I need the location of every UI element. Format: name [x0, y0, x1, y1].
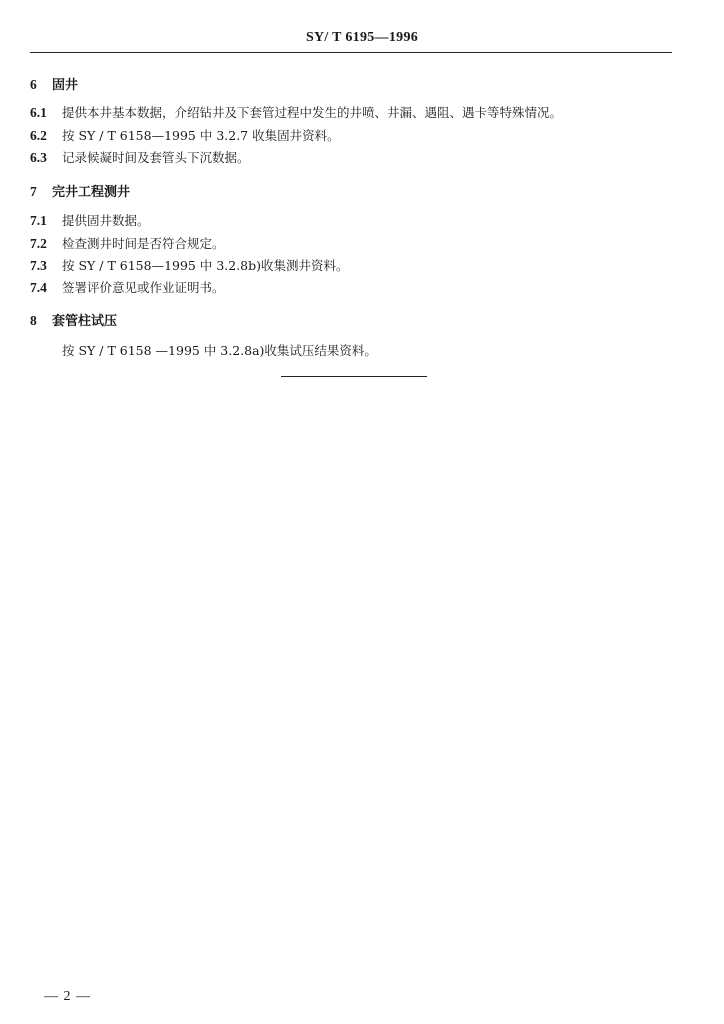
- page-number: — 2 —: [44, 989, 91, 1004]
- clause-text: 按 SY / T 6158—1995 中 3.2.7 收集固井资料。: [62, 128, 340, 143]
- clause-text: 签署评价意见或作业证明书。: [62, 280, 225, 295]
- section-title: 固井: [52, 78, 79, 93]
- clause-number: 7.3: [30, 258, 47, 273]
- clause-6-3: [30, 150, 250, 167]
- clause-6-2: [30, 128, 340, 145]
- clause-number: 7.1: [30, 213, 47, 228]
- section-number: 8: [30, 313, 37, 328]
- clause-text: 检查测井时间是否符合规定。: [62, 236, 225, 251]
- section-heading-7: [30, 184, 130, 201]
- clause-number: 6.2: [30, 128, 47, 143]
- section-heading-6: [30, 77, 78, 94]
- clause-text: 提供本井基本数据，介绍钻井及下套管过程中发生的井喷、井漏、遇阻、遇卡等特殊情况。: [62, 105, 563, 120]
- section-8-paragraph: 按 SY / T 6158 —1995 中 3.2.8a)收集试压结果资料。: [62, 343, 377, 358]
- section-title: 套管柱试压: [52, 314, 118, 329]
- clause-7-4: [30, 280, 225, 297]
- document-code-header: SY/ T 6195—1996: [305, 30, 419, 45]
- clause-text: 按 SY / T 6158—1995 中 3.2.8b)收集测井资料。: [62, 258, 349, 273]
- end-of-text-rule: [281, 376, 427, 377]
- clause-7-3: [30, 258, 349, 275]
- clause-text: 提供固井数据。: [62, 213, 150, 228]
- clause-6-1: [30, 105, 562, 122]
- clause-number: 6.3: [30, 150, 47, 165]
- section-number: 6: [30, 77, 37, 92]
- clause-7-1: [30, 213, 150, 230]
- clause-number: 6.1: [30, 105, 47, 120]
- clause-text: 记录候凝时间及套管头下沉数据。: [62, 150, 250, 165]
- clause-7-2: [30, 236, 225, 253]
- clause-number: 7.4: [30, 280, 47, 295]
- section-number: 7: [30, 184, 37, 199]
- section-heading-8: [30, 313, 117, 330]
- section-title: 完井工程测井: [52, 185, 131, 200]
- header-rule: [30, 52, 672, 53]
- clause-number: 7.2: [30, 236, 47, 251]
